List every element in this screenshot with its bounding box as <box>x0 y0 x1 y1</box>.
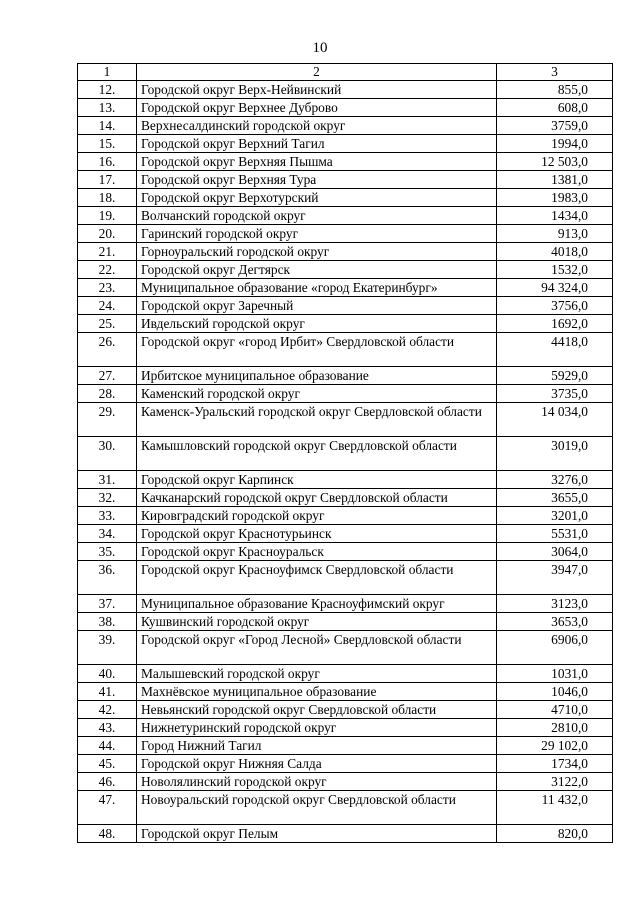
row-name: Ивдельский городской округ <box>137 315 497 333</box>
table-row <box>78 315 613 333</box>
table-row <box>78 297 613 315</box>
row-number: 43. <box>78 719 137 737</box>
row-number: 15. <box>78 135 137 153</box>
row-value: 94 324,0 <box>497 279 613 297</box>
row-number: 46. <box>78 773 137 791</box>
row-number: 41. <box>78 683 137 701</box>
table-row <box>78 683 613 701</box>
row-name: Городской округ «город Ирбит» Свердловской области <box>137 333 497 367</box>
row-value: 1434,0 <box>497 207 613 225</box>
table-row <box>78 525 613 543</box>
row-name: Невьянский городской округ Свердловской области <box>137 701 497 719</box>
row-value: 1734,0 <box>497 755 613 773</box>
row-value: 4418,0 <box>497 333 613 367</box>
row-value: 608,0 <box>497 99 613 117</box>
row-name: Муниципальное образование Красноуфимский округ <box>137 595 497 613</box>
table-row <box>78 171 613 189</box>
row-name: Городской округ Красноуральск <box>137 543 497 561</box>
row-number: 47. <box>78 791 137 825</box>
row-number: 36. <box>78 561 137 595</box>
column-header-number: 1 <box>78 64 137 81</box>
row-name: Городской округ Краснотурьинск <box>137 525 497 543</box>
column-header-value: 3 <box>497 64 613 81</box>
table-row <box>78 471 613 489</box>
table-row <box>78 333 613 367</box>
row-value: 14 034,0 <box>497 403 613 437</box>
row-value: 12 503,0 <box>497 153 613 171</box>
row-name: Городской округ Нижняя Салда <box>137 755 497 773</box>
row-value: 4710,0 <box>497 701 613 719</box>
page-number: 10 <box>312 40 328 56</box>
row-name: Каменск-Уральский городской округ Свердловской области <box>137 403 497 437</box>
table-row <box>78 99 613 117</box>
row-number: 25. <box>78 315 137 333</box>
row-value: 2810,0 <box>497 719 613 737</box>
row-name: Городской округ «Город Лесной» Свердловской области <box>137 631 497 665</box>
row-value: 3123,0 <box>497 595 613 613</box>
row-name: Городской округ Верх-Нейвинский <box>137 81 497 99</box>
row-number: 34. <box>78 525 137 543</box>
row-name: Городской округ Верхняя Пышма <box>137 153 497 171</box>
table-row <box>78 367 613 385</box>
row-number: 20. <box>78 225 137 243</box>
table-row <box>78 489 613 507</box>
row-value: 3947,0 <box>497 561 613 595</box>
row-name: Качканарский городской округ Свердловской области <box>137 489 497 507</box>
row-number: 42. <box>78 701 137 719</box>
row-value: 3019,0 <box>497 437 613 471</box>
table-row <box>78 825 613 843</box>
row-name: Каменский городской округ <box>137 385 497 403</box>
table-row <box>78 243 613 261</box>
table-row <box>78 561 613 595</box>
row-value: 5929,0 <box>497 367 613 385</box>
row-value: 913,0 <box>497 225 613 243</box>
row-name: Городской округ Верхний Тагил <box>137 135 497 153</box>
row-number: 31. <box>78 471 137 489</box>
row-number: 37. <box>78 595 137 613</box>
row-name: Верхнесалдинский городской округ <box>137 117 497 135</box>
row-number: 14. <box>78 117 137 135</box>
table-row <box>78 791 613 825</box>
row-value: 1532,0 <box>497 261 613 279</box>
row-name: Нижнетуринский городской округ <box>137 719 497 737</box>
row-name: Кушвинский городской округ <box>137 613 497 631</box>
row-value: 3201,0 <box>497 507 613 525</box>
table-row <box>78 737 613 755</box>
row-number: 44. <box>78 737 137 755</box>
row-value: 855,0 <box>497 81 613 99</box>
row-number: 21. <box>78 243 137 261</box>
row-name: Ирбитское муниципальное образование <box>137 367 497 385</box>
table-row <box>78 719 613 737</box>
row-name: Новоуральский городской округ Свердловской области <box>137 791 497 825</box>
row-number: 12. <box>78 81 137 99</box>
row-number: 45. <box>78 755 137 773</box>
row-value: 3655,0 <box>497 489 613 507</box>
table-row <box>78 613 613 631</box>
table-row <box>78 665 613 683</box>
row-number: 17. <box>78 171 137 189</box>
row-number: 22. <box>78 261 137 279</box>
row-name: Малышевский городской округ <box>137 665 497 683</box>
row-number: 35. <box>78 543 137 561</box>
row-name: Волчанский городской округ <box>137 207 497 225</box>
row-value: 1994,0 <box>497 135 613 153</box>
table-row <box>78 755 613 773</box>
row-name: Город Нижний Тагил <box>137 737 497 755</box>
table-row <box>78 507 613 525</box>
row-value: 3653,0 <box>497 613 613 631</box>
allocation-table <box>77 63 613 843</box>
row-value: 3276,0 <box>497 471 613 489</box>
row-number: 40. <box>78 665 137 683</box>
row-value: 5531,0 <box>497 525 613 543</box>
row-name: Городской округ Заречный <box>137 297 497 315</box>
row-value: 3735,0 <box>497 385 613 403</box>
row-name: Городской округ Верхотурский <box>137 189 497 207</box>
row-number: 24. <box>78 297 137 315</box>
table-row <box>78 437 613 471</box>
table-row <box>78 631 613 665</box>
row-number: 28. <box>78 385 137 403</box>
row-name: Кировградский городской округ <box>137 507 497 525</box>
row-value: 29 102,0 <box>497 737 613 755</box>
row-name: Гаринский городской округ <box>137 225 497 243</box>
row-name: Горноуральский городской округ <box>137 243 497 261</box>
row-name: Камышловский городской округ Свердловской области <box>137 437 497 471</box>
row-name: Махнёвское муниципальное образование <box>137 683 497 701</box>
row-value: 3756,0 <box>497 297 613 315</box>
row-number: 19. <box>78 207 137 225</box>
table-row <box>78 207 613 225</box>
table-header-row <box>78 64 613 81</box>
row-value: 11 432,0 <box>497 791 613 825</box>
row-number: 39. <box>78 631 137 665</box>
row-value: 1692,0 <box>497 315 613 333</box>
row-number: 32. <box>78 489 137 507</box>
row-number: 30. <box>78 437 137 471</box>
column-header-name: 2 <box>137 64 497 81</box>
row-value: 6906,0 <box>497 631 613 665</box>
row-number: 23. <box>78 279 137 297</box>
row-number: 18. <box>78 189 137 207</box>
row-name: Городской округ Красноуфимск Свердловской области <box>137 561 497 595</box>
row-number: 33. <box>78 507 137 525</box>
row-value: 4018,0 <box>497 243 613 261</box>
row-name: Городской округ Дегтярск <box>137 261 497 279</box>
table-row <box>78 595 613 613</box>
row-name: Городской округ Верхняя Тура <box>137 171 497 189</box>
table-row <box>78 773 613 791</box>
row-number: 13. <box>78 99 137 117</box>
table-row <box>78 81 613 99</box>
row-value: 3759,0 <box>497 117 613 135</box>
row-name: Новолялинский городской округ <box>137 773 497 791</box>
table-row <box>78 135 613 153</box>
table-row <box>78 261 613 279</box>
table-row <box>78 279 613 297</box>
row-value: 1046,0 <box>497 683 613 701</box>
row-name: Городской округ Карпинск <box>137 471 497 489</box>
table-row <box>78 225 613 243</box>
table-row <box>78 385 613 403</box>
row-value: 1983,0 <box>497 189 613 207</box>
row-number: 27. <box>78 367 137 385</box>
table-row <box>78 189 613 207</box>
row-value: 3064,0 <box>497 543 613 561</box>
row-name: Муниципальное образование «город Екатеринбург» <box>137 279 497 297</box>
row-value: 3122,0 <box>497 773 613 791</box>
row-number: 38. <box>78 613 137 631</box>
row-number: 16. <box>78 153 137 171</box>
table-row <box>78 543 613 561</box>
row-number: 26. <box>78 333 137 367</box>
row-value: 820,0 <box>497 825 613 843</box>
row-number: 29. <box>78 403 137 437</box>
table-row <box>78 403 613 437</box>
row-name: Городской округ Верхнее Дуброво <box>137 99 497 117</box>
row-name: Городской округ Пелым <box>137 825 497 843</box>
row-value: 1031,0 <box>497 665 613 683</box>
row-value: 1381,0 <box>497 171 613 189</box>
table-row <box>78 117 613 135</box>
table-row <box>78 701 613 719</box>
row-number: 48. <box>78 825 137 843</box>
table-row <box>78 153 613 171</box>
